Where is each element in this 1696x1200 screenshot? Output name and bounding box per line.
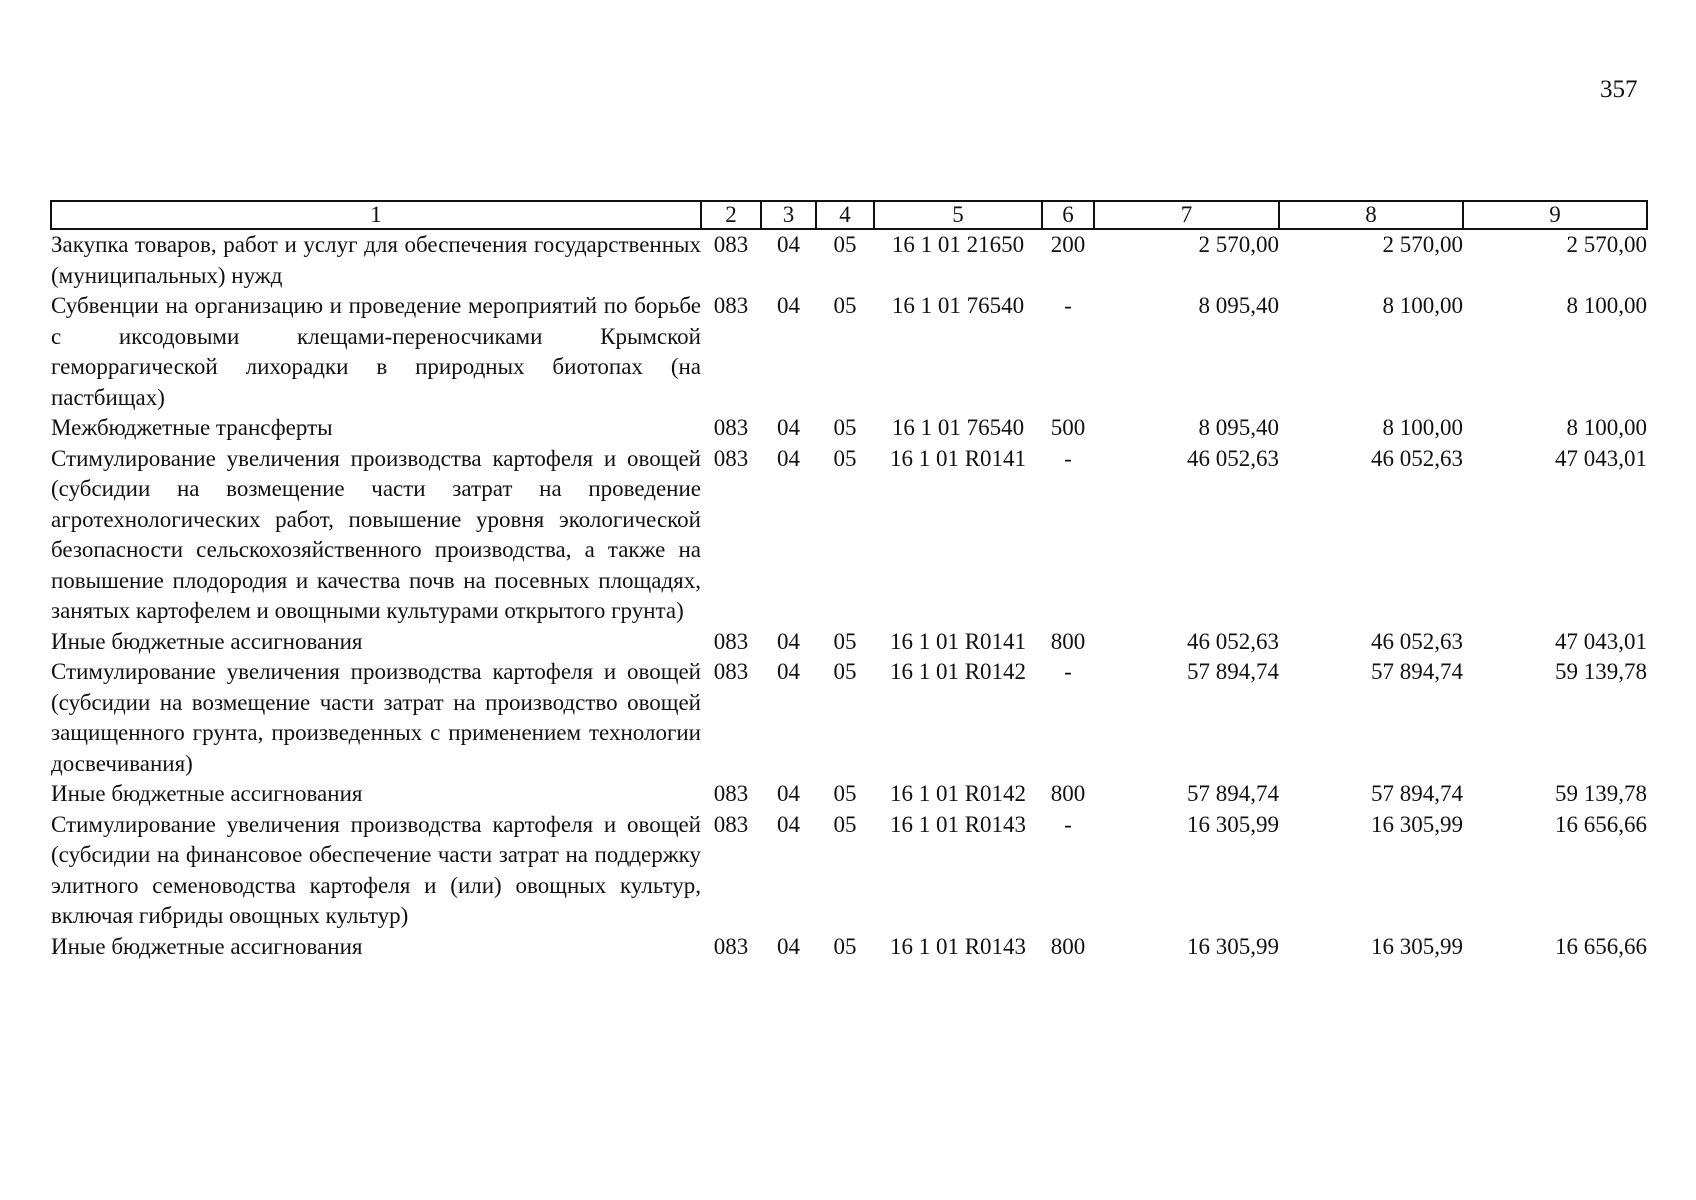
amount-col8: 57 894,74 (1371, 781, 1463, 806)
amount-col8: 46 052,63 (1371, 445, 1463, 471)
header-row (51, 201, 1647, 229)
subsection-code: 05 (833, 811, 857, 837)
amount-col8: 57 894,74 (1371, 659, 1463, 684)
table-row (51, 657, 1647, 779)
target-article: 16 1 01 R0143 (889, 811, 1027, 837)
expense-type: - (1064, 293, 1072, 318)
ministry-code: 083 (713, 811, 749, 837)
section-code: 04 (777, 781, 800, 806)
header-cell: 6 (1042, 201, 1094, 229)
table-row (51, 291, 1647, 413)
section-code: 04 (777, 933, 800, 959)
expense-type: 800 (1050, 781, 1086, 806)
expense-type: - (1064, 659, 1072, 684)
target-article: 16 1 01 R0141 (889, 445, 1027, 471)
subsection-code: 05 (833, 415, 857, 440)
target-article: 16 1 01 R0142 (889, 781, 1027, 806)
amount-col8: 8 100,00 (1382, 293, 1463, 318)
table-row (51, 932, 1647, 963)
subsection-code: 05 (833, 628, 857, 654)
target-article: 16 1 01 R0141 (889, 628, 1027, 654)
table-row (51, 413, 1647, 444)
row-name: Закупка товаров, работ и услуг для обеспечения государственных (муниципальных) нужд (51, 232, 701, 288)
amount-col7: 57 894,74 (1187, 659, 1279, 684)
amount-col7: 8 095,40 (1198, 415, 1279, 440)
expense-type: 800 (1050, 628, 1086, 654)
header-cell: 3 (761, 201, 816, 229)
target-article: 16 1 01 76540 (891, 293, 1025, 318)
expense-type: - (1064, 811, 1072, 837)
row-name: Стимулирование увеличения производства картофеля и овощей (субсидии на возмещение части затрат на производство овощей защищенного грунта, произведенных с применением технологии досвечивания) (51, 659, 701, 776)
ministry-code: 083 (713, 933, 749, 959)
subsection-code: 05 (833, 445, 857, 471)
ministry-code: 083 (713, 232, 749, 257)
table-row (51, 779, 1647, 810)
section-code: 04 (777, 628, 800, 654)
table-row (51, 444, 1647, 627)
header-cell: 8 (1279, 201, 1463, 229)
table-header (51, 201, 1647, 229)
amount-col7: 46 052,63 (1187, 445, 1279, 471)
amount-col8: 16 305,99 (1371, 811, 1463, 837)
amount-col7: 46 052,63 (1187, 628, 1279, 654)
amount-col9: 16 656,66 (1555, 811, 1647, 837)
table-row (51, 810, 1647, 932)
section-code: 04 (777, 811, 800, 837)
table-row (51, 627, 1647, 658)
row-name: Субвенции на организацию и проведение мероприятий по борьбе с иксодовыми клещами-переносчиками Крымской геморрагической лихорадки в природных биотопах (на пастбищах) (51, 293, 701, 410)
amount-col7: 16 305,99 (1187, 811, 1279, 837)
subsection-code: 05 (833, 659, 857, 684)
budget-table (50, 200, 1648, 962)
ministry-code: 083 (713, 659, 749, 684)
expense-type: 200 (1050, 232, 1086, 257)
section-code: 04 (777, 232, 800, 257)
table-row (51, 229, 1647, 291)
amount-col9: 47 043,01 (1555, 628, 1647, 654)
amount-col8: 16 305,99 (1371, 933, 1463, 959)
expense-type: 800 (1050, 933, 1086, 959)
subsection-code: 05 (833, 933, 857, 959)
amount-col8: 46 052,63 (1371, 628, 1463, 654)
target-article: 16 1 01 76540 (891, 415, 1025, 440)
header-cell: 9 (1463, 201, 1647, 229)
ministry-code: 083 (713, 445, 749, 471)
target-article: 16 1 01 R0142 (889, 659, 1027, 684)
header-cell: 1 (51, 201, 701, 229)
row-name: Иные бюджетные ассигнования (51, 933, 363, 959)
subsection-code: 05 (833, 781, 857, 806)
target-article: 16 1 01 21650 (891, 232, 1025, 257)
amount-col8: 8 100,00 (1382, 415, 1463, 440)
row-name: Стимулирование увеличения производства картофеля и овощей (субсидии на финансовое обеспечение части затрат на поддержку элитного семеноводства картофеля и (или) овощных культур, включая гибриды овощных культур) (51, 811, 701, 928)
section-code: 04 (777, 659, 800, 684)
amount-col9: 8 100,00 (1566, 293, 1647, 318)
row-name: Стимулирование увеличения производства картофеля и овощей (субсидии на возмещение части затрат на проведение агротехнологических работ, повышение уровня экологической безопасности сельскохозяйственного производства, а также на повышение плодородия и качества почв на посевных площадях, занятых картофелем и овощными культурами открытого грунта) (51, 445, 701, 623)
amount-col9: 59 139,78 (1555, 781, 1647, 806)
header-cell: 2 (701, 201, 761, 229)
ministry-code: 083 (713, 781, 749, 806)
amount-col7: 2 570,00 (1198, 232, 1279, 257)
header-cell: 4 (816, 201, 874, 229)
table-body (51, 229, 1647, 962)
amount-col9: 16 656,66 (1555, 933, 1647, 959)
amount-col7: 16 305,99 (1187, 933, 1279, 959)
expense-type: - (1064, 445, 1072, 471)
ministry-code: 083 (713, 415, 749, 440)
amount-col7: 57 894,74 (1187, 781, 1279, 806)
section-code: 04 (777, 445, 800, 471)
section-code: 04 (777, 293, 800, 318)
target-article: 16 1 01 R0143 (889, 933, 1027, 959)
section-code: 04 (777, 415, 800, 440)
expense-type: 500 (1050, 415, 1086, 440)
ministry-code: 083 (713, 628, 749, 654)
subsection-code: 05 (833, 293, 857, 318)
amount-col9: 2 570,00 (1566, 232, 1647, 257)
row-name: Иные бюджетные ассигнования (51, 628, 363, 654)
row-name: Иные бюджетные ассигнования (51, 781, 363, 806)
header-cell: 5 (874, 201, 1042, 229)
amount-col7: 8 095,40 (1198, 293, 1279, 318)
ministry-code: 083 (713, 293, 749, 318)
amount-col9: 59 139,78 (1555, 659, 1647, 684)
page-number: 357 (1600, 76, 1638, 103)
header-cell: 7 (1094, 201, 1279, 229)
row-name: Межбюджетные трансферты (51, 415, 333, 440)
amount-col8: 2 570,00 (1382, 232, 1463, 257)
amount-col9: 8 100,00 (1566, 415, 1647, 440)
subsection-code: 05 (833, 232, 857, 257)
amount-col9: 47 043,01 (1555, 445, 1647, 471)
